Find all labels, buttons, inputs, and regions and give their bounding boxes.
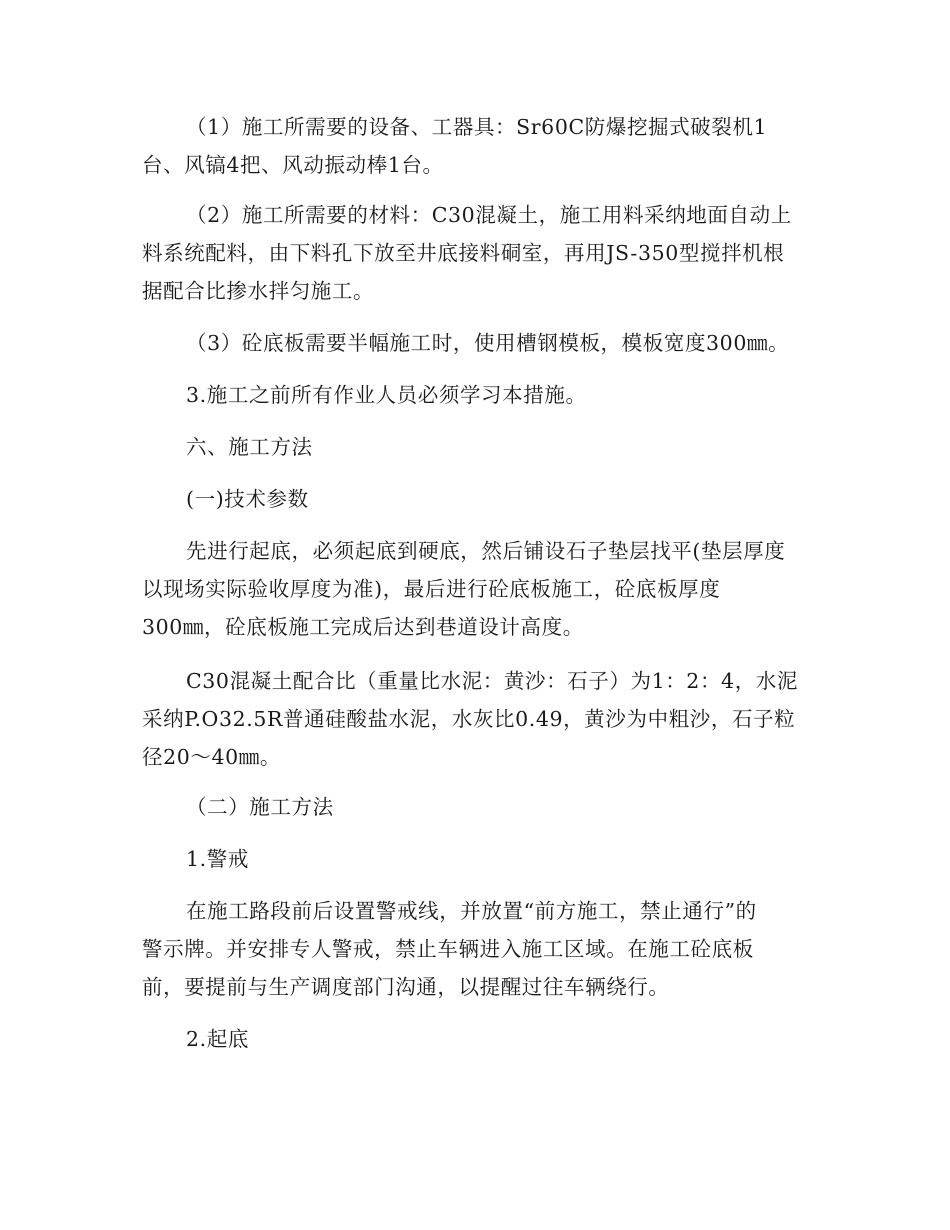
equipment-paragraph [142, 108, 822, 184]
text-line: 2.起底 [186, 1027, 249, 1051]
text-line: 采纳P.O32.5R普通硅酸盐水泥，水灰比0.49，黄沙为中粗沙，石子粒 [142, 707, 796, 731]
text-line: （2）施工所需要的材料：C30混凝土，施工用料采纳地面自动上 [186, 203, 792, 227]
text-line: 300㎜，砼底板施工完成后达到巷道设计高度。 [142, 615, 584, 639]
subheading-construction-method [142, 788, 822, 826]
item-excavation-heading [142, 1020, 822, 1058]
concrete-mix-paragraph [142, 662, 822, 776]
text-line: 径20～40㎜。 [142, 745, 281, 769]
training-paragraph [142, 376, 822, 414]
text-line: (一)技术参数 [186, 487, 309, 511]
subheading-technical-parameters [142, 480, 822, 518]
text-line: 以现场实际验收厚度为准)，最后进行砼底板施工，砼底板厚度 [142, 577, 721, 601]
section-heading-construction-method [142, 428, 822, 466]
text-line: 六、施工方法 [186, 435, 313, 459]
text-line: 据配合比掺水拌匀施工。 [142, 279, 375, 303]
text-line: 料系统配料，由下料孔下放至井底接料硐室，再用JS-350型搅拌机根 [142, 241, 785, 265]
text-line: （1）施工所需要的设备、工器具：Sr60C防爆挖掘式破裂机1 [186, 115, 768, 139]
text-line: 1.警戒 [186, 847, 249, 871]
text-line: （二）施工方法 [186, 795, 334, 819]
text-line: 前，要提前与生产调度部门沟通，以提醒过往车辆绕行。 [142, 975, 670, 999]
item-warning-heading [142, 840, 822, 878]
text-line: （3）砼底板需要半幅施工时，使用槽钢模板，模板宽度300㎜。 [186, 331, 790, 355]
formwork-paragraph [142, 324, 822, 362]
materials-paragraph [142, 196, 822, 310]
excavation-paragraph [142, 532, 822, 646]
text-line: 先进行起底，必须起底到硬底，然后铺设石子垫层找平(垫层厚度 [186, 539, 786, 563]
text-line: 台、风镐4把、风动振动棒1台。 [142, 153, 444, 177]
text-line: 警示牌。并安排专人警戒，禁止车辆进入施工区域。在施工砼底板 [142, 937, 754, 961]
text-line: 在施工路段前后设置警戒线，并放置“前方施工，禁止通行”的 [186, 899, 757, 923]
warning-paragraph [142, 892, 822, 1006]
text-line: C30混凝土配合比（重量比水泥：黄沙：石子）为1：2：4，水泥 [186, 669, 798, 693]
text-line: 3.施工之前所有作业人员必须学习本措施。 [186, 383, 587, 407]
